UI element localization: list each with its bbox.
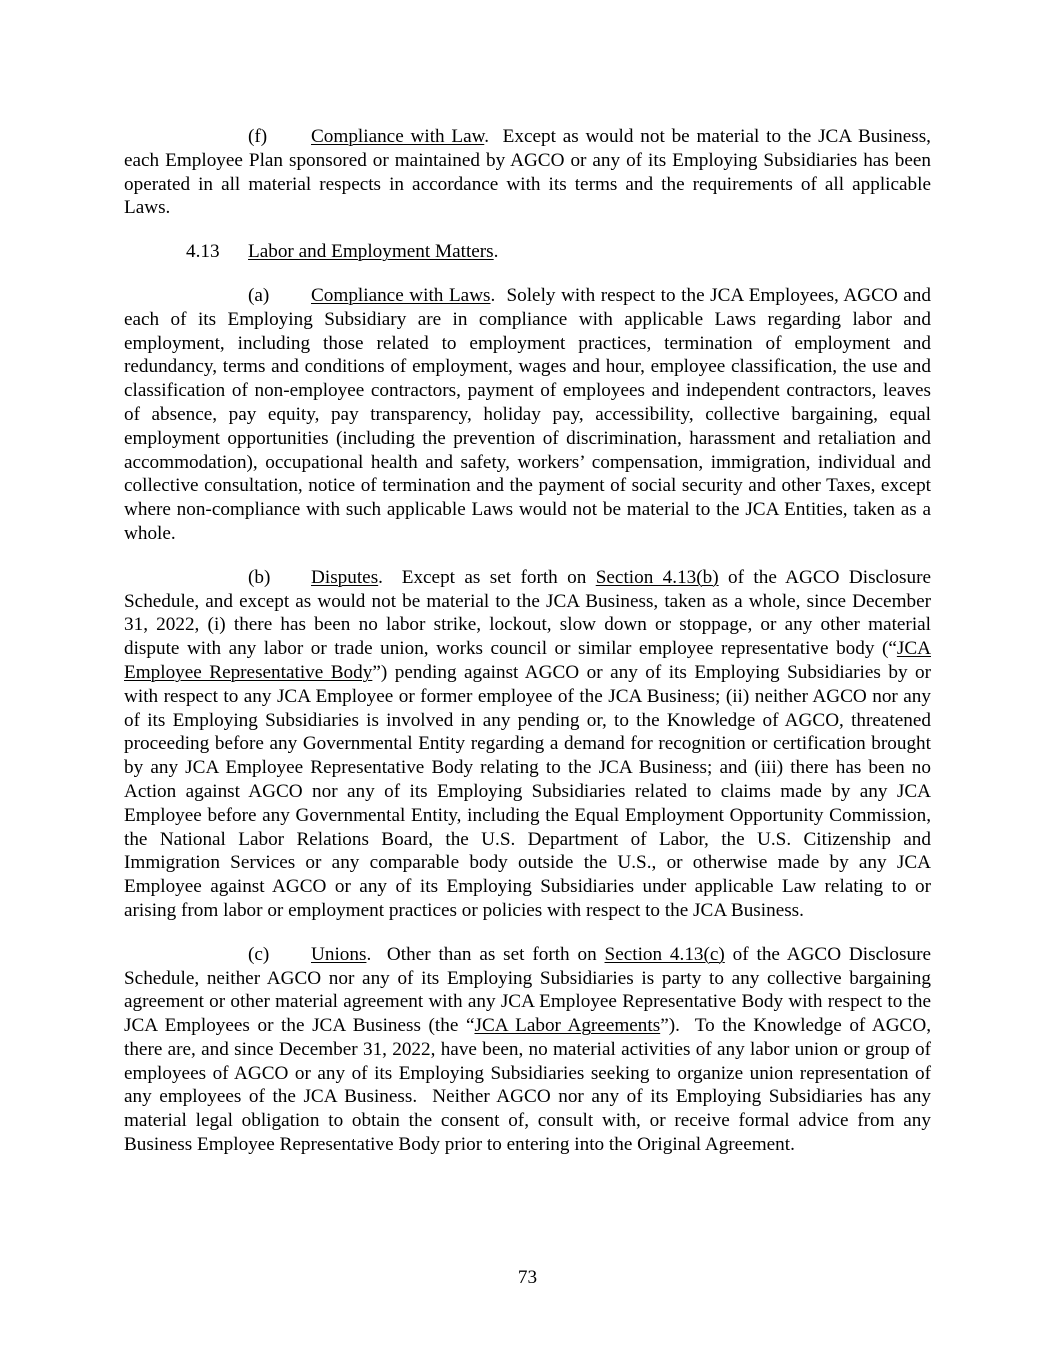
- paragraph-c-section-reference: Section 4.13(c): [604, 943, 725, 965]
- paragraph-a-heading-punct: .: [490, 284, 496, 306]
- paragraph-c-body-2: of the AGCO Disclosure Schedule, neither AGCO nor any of its Employing Subsidiaries is party to any collective bargaining agreement or other material agreement with any JCA Employee Representative Body with respect to the JCA Employees or the JCA Business (the “: [124, 943, 931, 1037]
- paragraph-c-body-3: ”). To the Knowledge of AGCO, there are, and since December 31, 2022, have been, no material activities of any labor union or group of employees of AGCO or any of its Employing Subsidiaries seeking to organize union representation of any employees of the JCA Business. Neither AGCO nor any of its Employing Subsidiaries has any material legal obligation to obtain the consent of, consult with, or receive formal advice from any Business Employee Representative Body prior to entering into the Original Agreement.: [124, 1015, 936, 1156]
- section-4-13-title-punct: .: [493, 241, 499, 263]
- paragraph-b-disputes: [124, 566, 931, 923]
- paragraph-b-section-reference: Section 4.13(b): [595, 566, 719, 588]
- paragraph-f-heading-punct: .: [484, 126, 490, 147]
- paragraph-c-heading: Unions: [311, 943, 367, 965]
- section-4-13-heading: [124, 240, 931, 264]
- page-number: 73: [517, 1267, 538, 1288]
- paragraph-f-body: Except as would not be material to the JCA Business, each Employee Plan sponsored or maintained by AGCO or any of its Employing Subsidiaries has been operated in all material respects in accordance with its terms and the requirements of all applicable Laws.: [124, 126, 936, 219]
- paragraph-c-body-1: Other than as set forth on: [371, 943, 605, 965]
- paragraph-a-label: (a): [248, 284, 270, 306]
- paragraph-b-heading: Disputes: [311, 566, 379, 588]
- section-4-13-number: 4.13: [186, 241, 220, 263]
- paragraph-a-compliance-with-laws: [124, 284, 936, 546]
- paragraph-f-compliance-with-law: [124, 125, 936, 220]
- paragraph-c-label: (c): [248, 943, 270, 965]
- paragraph-b-defined-term: JCA Employee Representative Body: [124, 638, 931, 683]
- paragraph-b-body-3: ”) pending against AGCO or any of its Employing Subsidiaries by or with respect to any JCA Employee or former employee of the JCA Business; (ii) neither AGCO nor any of its Employing Subsidiaries is involved in any pending or, to the Knowledge of AGCO, threatened proceeding before any Governmental Entity regarding a demand for recognition or certification brought by any JCA Employee Representative Body relating to the JCA Business; and (iii) there has been no Action against AGCO nor any of its Employing Subsidiaries related to claims made by any JCA Employee before any Governmental Entity, including the Equal Employment Opportunity Commission, the National Labor Relations Board, the U.S. Department of Labor, the U.S. Citizenship and Immigration Services or any comparable body outside the U.S., or otherwise made by any JCA Employee against AGCO or any of its Employing Subsidiaries under applicable Law relating to or arising from labor or employment practices or policies with respect to the JCA Business.: [124, 661, 931, 921]
- paragraph-b-body-2: of the AGCO Disclosure Schedule, and except as would not be material to the JCA Business, taken as a whole, since December 31, 2022, (i) there has been no labor strike, lockout, slow down or stoppage, or any other material dispute with any labor or trade union, works council or similar employee representative body (“: [124, 566, 931, 660]
- paragraph-a-heading: Compliance with Laws: [311, 284, 491, 306]
- paragraph-b-body-1: Except as set forth on: [382, 566, 596, 588]
- paragraph-c-heading-punct: .: [366, 943, 372, 965]
- page-content: [124, 125, 936, 1177]
- paragraph-a-body: Solely with respect to the JCA Employees, AGCO and each of its Employing Subsidiary are in compliance with applicable Laws regarding labor and employment, including those related to employment practices, termination of employment and redundancy, terms and conditions of employment, wages and hour, employee classification, the use and classification of non-employee contractors, payment of employees and independent contractors, leaves of absence, pay equity, pay transparency, holiday pay, accessibility, collective bargaining, equal employment opportunities (including the prevention of discrimination, harassment and retaliation and accommodation), occupational health and safety, workers’ compensation, immigration, individual and collective consultation, notice of termination and the payment of social security and other Taxes, except where non-compliance with such applicable Laws would not be material to the JCA Entities, taken as a whole.: [124, 284, 936, 544]
- paragraph-f-heading: Compliance with Law: [311, 126, 485, 147]
- paragraph-b-heading-punct: .: [378, 566, 383, 588]
- paragraph-c-defined-term: JCA Labor Agreements: [474, 1015, 661, 1037]
- paragraph-c-unions: [124, 943, 936, 1157]
- paragraph-b-label: (b): [248, 566, 271, 588]
- section-4-13-title: Labor and Employment Matters: [248, 241, 494, 263]
- paragraph-f-label: (f): [248, 126, 268, 147]
